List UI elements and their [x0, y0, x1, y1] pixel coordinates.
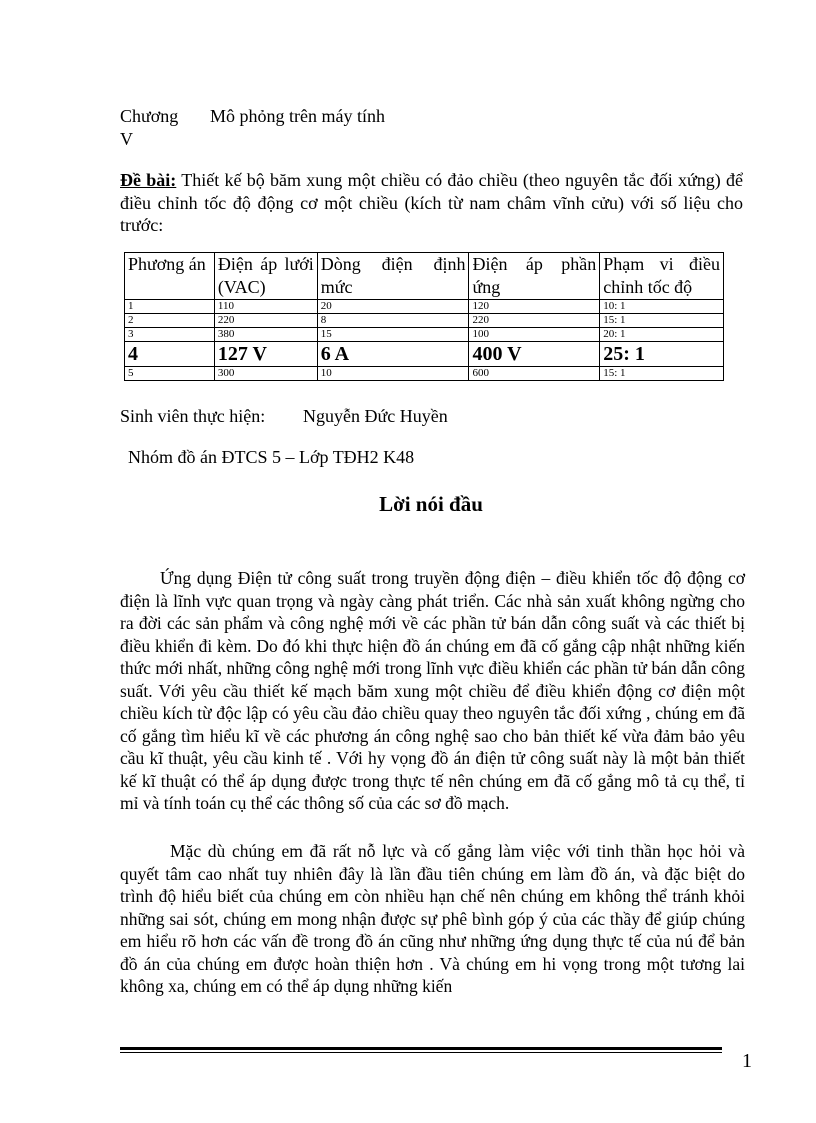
table-row: [125, 314, 724, 328]
table-row-highlighted: [125, 342, 724, 367]
table-cell: 400 V: [469, 342, 600, 367]
table-cell: 15: 1: [600, 314, 724, 328]
table-cell: 10: [317, 367, 469, 381]
page-number: 1: [742, 1050, 752, 1072]
table-header-row: [125, 253, 724, 300]
group-info: Nhóm đồ án ĐTCS 5 – Lớp TĐH2 K48: [128, 447, 415, 467]
task-text: Thiết kế bộ băm xung một chiều có đảo chiều (theo nguyên tắc đối xứng) để điều chỉnh tốc độ động cơ một chiều (kích từ nam châm vĩnh cửu) với số liệu cho trước:: [120, 170, 743, 235]
table-cell: 1: [125, 300, 215, 314]
header-cell: Điện áp phần ứng: [469, 253, 600, 300]
table-cell: 4: [125, 342, 215, 367]
section-heading: Lời nói đầu: [379, 492, 483, 516]
table-cell: 120: [469, 300, 600, 314]
table-cell: 25: 1: [600, 342, 724, 367]
spec-table: [124, 252, 724, 381]
header-cell: Phương án: [125, 253, 215, 300]
table-cell: 10: 1: [600, 300, 724, 314]
table-row: [125, 300, 724, 314]
table-cell: 600: [469, 367, 600, 381]
paragraph: Mặc dù chúng em đã rất nỗ lực và cố gắng làm việc với tinh thần học hỏi và quyết tâm cao nhất tuy nhiên đây là lần đầu tiên chúng em làm đồ án, và đặc biệt do trình độ hiểu biết của chúng em còn nhiều hạn chế nên chúng em không thể tránh khỏi những sai sót, chúng em mong nhận được sự phê bình góp ý của các thầy để giúp chúng em hiểu rõ hơn các vấn đề trong đồ án cũng như những ứng dụng thực tế của nú để bản đồ án của chúng em được hoàn thiện hơn . Và chúng em hi vọng trong một tương lai không xa, chúng em có thể áp dụng những kiến: [120, 841, 745, 996]
task-label: Đề bài:: [120, 170, 177, 190]
table-cell: 220: [214, 314, 317, 328]
table-cell: 6 A: [317, 342, 469, 367]
table-cell: 8: [317, 314, 469, 328]
header-cell: Dòng điện định mức: [317, 253, 469, 300]
table-cell: 20: 1: [600, 328, 724, 342]
table-cell: 300: [214, 367, 317, 381]
table-cell: 3: [125, 328, 215, 342]
task-statement: [120, 169, 743, 237]
table-cell: 5: [125, 367, 215, 381]
table-cell: 15: [317, 328, 469, 342]
header-cell: Điện áp lưới (VAC): [214, 253, 317, 300]
footer-rule-thick: [120, 1047, 722, 1050]
table-cell: 220: [469, 314, 600, 328]
table-cell: 110: [214, 300, 317, 314]
table-cell: 20: [317, 300, 469, 314]
table-row: [125, 328, 724, 342]
table-cell: 100: [469, 328, 600, 342]
table-cell: 2: [125, 314, 215, 328]
student-label: Sinh viên thực hiện:: [120, 406, 266, 426]
table-cell: 380: [214, 328, 317, 342]
table-row: [125, 367, 724, 381]
chapter-title: Mô phỏng trên máy tính: [210, 106, 385, 126]
table-cell: 15: 1: [600, 367, 724, 381]
chapter-label: Chương: [120, 106, 179, 126]
table-cell: 127 V: [214, 342, 317, 367]
paragraph: Ứng dụng Điện tử công suất trong truyền động điện – điều khiển tốc độ động cơ điện là lĩnh vực quan trọng và ngày càng phát triển. Các nhà sản xuất không ngừng cho ra đời các sản phẩm và công nghệ mới về các phần tử bán dẫn công suất và các thiết bị điều khiển đi kèm. Do đó khi thực hiện đồ án chúng em đã cố gắng cập nhật những kiến thức mới nhất, những công nghệ mới trong lĩnh vực điều khiển các phần tử bán dẫn công suất. Với yêu cầu thiết kế mạch băm xung một chiều để điều khiển động cơ điện một chiều kích từ độc lập có yêu cầu đảo chiều quay theo nguyên tắc đối xứng , chúng em đã cố gắng tìm hiểu kĩ về các phương án công nghệ sao cho bản thiết kế vừa đảm bảo yêu cầu kĩ thuật, yêu cầu kinh tế . Với hy vọng đồ án điện tử công suất này là một bản thiết kế kĩ thuật có thể áp dụng được trong thực tế nên chúng em đã cố gắng mô tả cụ thể, tỉ mỉ và tính toán cụ thể các thông số của các sơ đồ mạch.: [120, 568, 745, 813]
header-cell: Phạm vi điều chỉnh tốc độ: [600, 253, 724, 300]
student-name: Nguyễn Đức Huyền: [303, 406, 448, 426]
chapter-number: V: [120, 129, 133, 149]
footer-rule-thin: [120, 1052, 722, 1053]
